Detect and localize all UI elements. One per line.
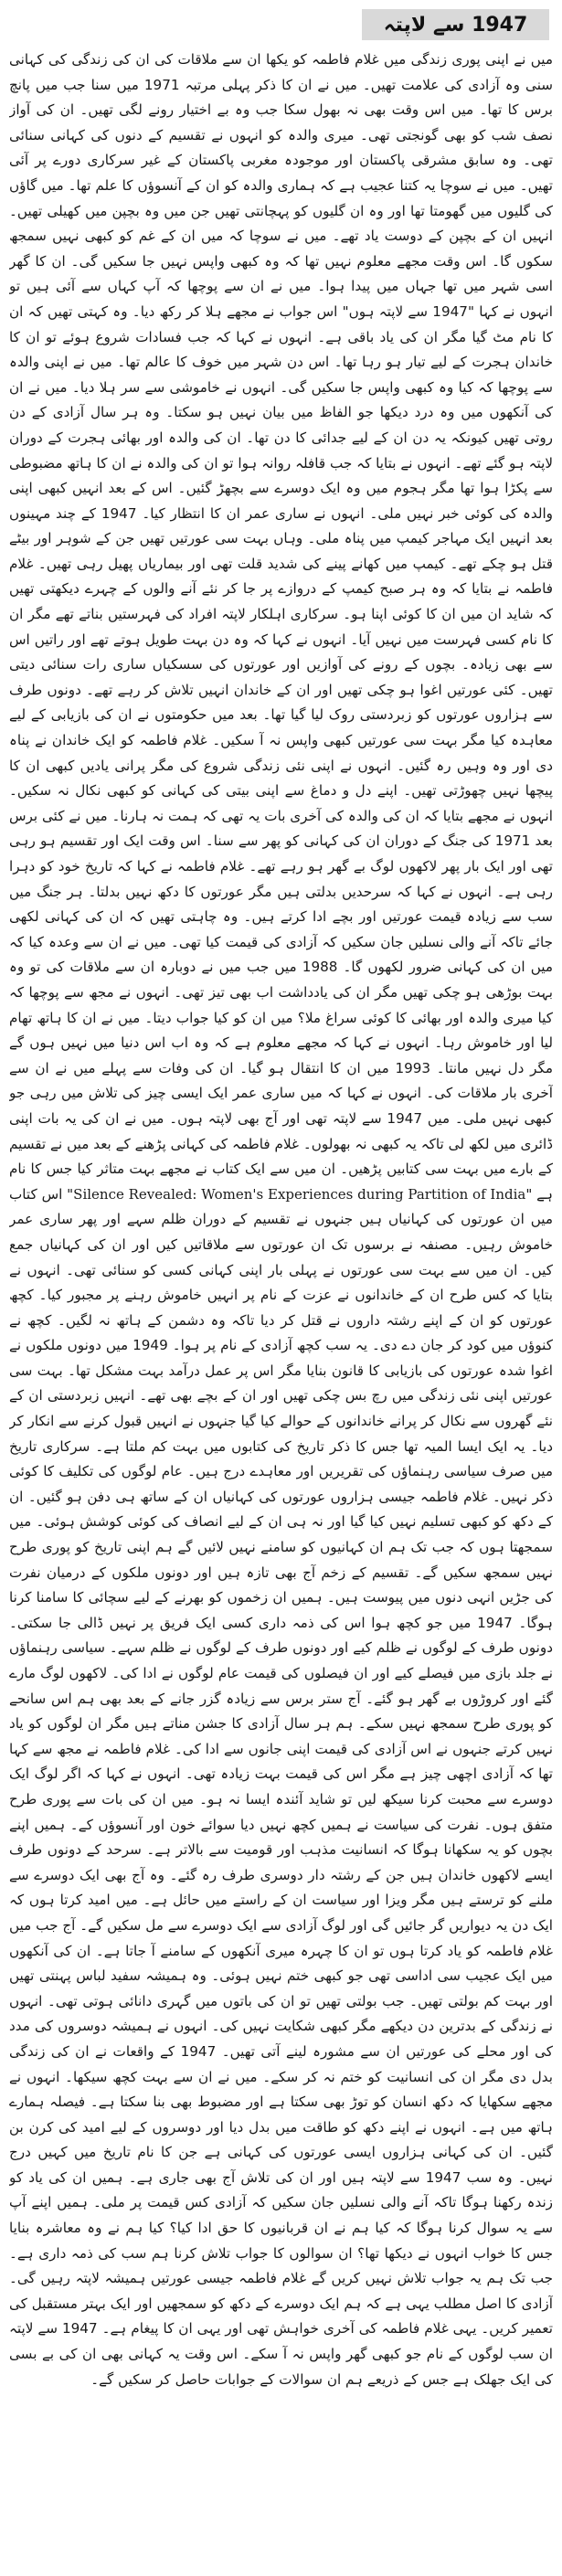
paragraph-text: اس کتاب میں ان عورتوں کی کہانیاں ہیں جنہوں نے تقسیم کے دوران ظلم سہے اور پھر ساری عمر خاموش رہیں۔ مصنفہ نے برسوں تک ان عورتوں سے ملاقاتیں کیں اور ان کی کہانیاں جمع کیں۔ ان میں سے بہت سی عورتوں نے پہلی بار اپنی کہانی کسی کو سنائی تھی۔ انہوں نے بتایا کہ کس طرح ان کے خاندانوں نے عزت کے نام پر انہیں خاموش رہنے پر مجبور کیا۔ کچھ عورتوں کو ان کے اپنے رشتہ داروں نے قتل کر دیا تاکہ وہ دشمن کے ہاتھ نہ لگیں۔ کچھ نے کنوؤں میں کود کر جان دے دی۔ یہ سب کچھ آزادی کے نام پر ہوا۔ 1949 میں دونوں ملکوں نے اغوا شدہ عورتوں کی بازیابی کا قانون بنایا مگر اس پر عمل درآمد بہت مشکل تھا۔ بہت سی عورتیں اپنی نئی زندگی میں رچ بس چکی تھیں اور ان کے بچے بھی تھے۔ انہیں زبردستی ان کے نئے گھروں سے نکال کر پرانے خاندانوں کے حوالے کیا گیا جنہوں نے انہیں قبول کرنے سے انکار کر دیا۔ یہ ایک ایسا المیہ تھا جس کا ذکر تاریخ کی کتابوں میں بہت کم ملتا ہے۔ سرکاری تاریخ میں صرف سیاسی رہنماؤں کی تقریریں اور معاہدے درج ہیں۔ عام لوگوں کی تکلیف کا کوئی ذکر نہیں۔ غلام فاطمہ جیسی ہزاروں عورتوں کی کہانیاں ان کے ساتھ ہی دفن ہو گئیں۔ ان کے دکھ کو کبھی تسلیم نہیں کیا گیا اور نہ ہی ان کے لیے انصاف کی کوئی کوشش ہوئی۔ میں سمجھتا ہوں کہ جب تک ہم ان کہانیوں کو سامنے نہیں لائیں گے ہم اپنی تاریخ کو پوری طرح نہیں سمجھ سکیں گے۔ تقسیم کے زخم آج بھی تازہ ہیں اور دونوں ملکوں کے درمیان نفرت کی جڑیں انہی دنوں میں پیوست ہیں۔ ہمیں ان زخموں کو بھرنے کے لیے سچائی کا سامنا کرنا ہوگا۔ <box>9 1185 553 1631</box>
quoted-phrase: 1947 سے لاپتہ ہوں <box>348 302 468 320</box>
paragraph-text: اپنے دل و دماغ سے اپنی بیتی کی کہانی کو کبھی نکال نہ سکیں۔ انہوں نے مجھے بتایا کہ ان کی والدہ کی آخری بات یہ تھی کہ ہمت نہ ہارنا۔ میں نے کئی برس بعد 1971 کی جنگ کے دوران ان کی کہانی کو پھر سے سنا۔ اس وقت ایک اور تقسیم ہو رہی تھی اور ایک بار پھر لاکھوں لوگ بے گھر ہو رہے تھے۔ غلام فاطمہ نے کہا کہ تاریخ خود کو دہرا رہی ہے۔ انہوں نے کہا کہ سرحدیں بدلتی ہیں مگر عورتوں کا دکھ نہیں بدلتا۔ ہر جنگ میں سب سے زیادہ قیمت عورتیں اور بچے ادا کرتے ہیں۔ وہ چاہتی تھیں کہ ان کی کہانی لکھی جائے تاکہ آنے والی نسلیں جان سکیں کہ آزادی کی قیمت کیا تھی۔ میں نے ان سے وعدہ کیا کہ میں ان کی کہانی ضرور لکھوں گا۔ 1988 میں جب میں نے دوبارہ ان سے ملاقات کی تو وہ بہت بوڑھی ہو چکی تھیں مگر ان کی یادداشت اب بھی تیز تھی۔ انہوں نے مجھ سے پوچھا کہ کیا میری والدہ اور بھائی کا کوئی سراغ ملا؟ میں ان کو کیا جواب دیتا۔ میں نے ان کا ہاتھ تھام لیا اور خاموش رہا۔ انہوں نے کہا کہ مجھے معلوم ہے کہ وہ اب اس دنیا میں نہیں ہوں گے مگر دل نہیں مانتا۔ 1993 میں ان کا انتقال ہو گیا۔ ان کی وفات سے پہلے میں نے ان سے آخری بار ملاقات کی۔ انہوں نے کہا کہ میں ساری عمر ایک ایسی چیز کی تلاش میں رہی جو کبھی نہیں ملی۔ میں 1947 سے لاپتہ تھی اور آج بھی لاپتہ ہوں۔ میں نے ان کی یہ بات اپنی ڈائری میں لکھ لی تاکہ یہ کبھی نہ بھولوں۔ <box>9 782 553 1152</box>
paragraph-text: آج جب میں غلام فاطمہ کو یاد کرتا ہوں تو ان کا چہرہ میری آنکھوں کے سامنے آ جاتا ہے۔ ان کی آنکھوں میں ایک عجیب سی اداسی تھی جو کبھی ختم نہیں ہوئی۔ وہ ہمیشہ سفید لباس پہنتی تھیں اور بہت کم بولتی تھیں۔ جب بولتی تھیں تو ان کی باتوں میں گہری دانائی ہوتی تھی۔ انہوں نے زندگی کے بدترین دن دیکھے مگر کبھی شکایت نہیں کی۔ انہوں نے ہمیشہ دوسروں کی مدد کی اور محلے کی عورتیں ان سے مشورہ لینے آتی تھیں۔ 1947 کے واقعات نے ان کی زندگی بدل دی مگر ان کی انسانیت کو ختم نہ کر سکے۔ میں نے ان سے بہت کچھ سیکھا۔ انہوں نے مجھے سکھایا کہ دکھ انسان کو توڑ بھی سکتا ہے اور مضبوط بھی بنا سکتا ہے۔ فیصلہ ہمارے ہاتھ میں ہے۔ انہوں نے اپنے دکھ کو طاقت میں بدل دیا اور دوسروں کے لیے امید کی کرن بن گئیں۔ ان کی کہانی ہزاروں ایسی عورتوں کی کہانی ہے جن کا نام تاریخ میں کہیں درج نہیں۔ وہ سب 1947 سے لاپتہ ہیں اور ان کی تلاش آج بھی جاری ہے۔ ہمیں ان کی یاد کو زندہ رکھنا ہوگا تاکہ آنے والی نسلیں جان سکیں کہ آزادی کس قیمت پر ملی۔ ہمیں اپنے آپ سے یہ سوال کرنا ہوگا کہ کیا ہم نے ان قربانیوں کا حق ادا کیا؟ کیا ہم نے وہ معاشرہ بنایا جس کا خواب انہوں نے دیکھا تھا؟ ان سوالوں کا جواب تلاش کرنا ہم سب کی ذمہ داری ہے۔ جب تک ہم یہ جواب تلاش نہیں کریں گے غلام فاطمہ جیسی عورتیں ہمیشہ لاپتہ رہیں گی۔ آزادی کا اصل مطلب یہی ہے کہ ہم ایک دوسرے کے دکھ کو سمجھیں اور ایک بہتر مستقبل کی تعمیر کریں۔ یہی غلام فاطمہ کی آخری خواہش تھی اور یہی ان کا پیغام ہے۔ 1947 سے لاپتہ ان سب لوگوں کے نام جو کبھی گھر واپس نہ آ سکے۔ اس وقت یہ کہانی بھی ان کی بے بسی کی ایک جھلک ہے جس کے ذریعے ہم ان سوالات کے جوابات حاصل کر سکیں گے۔ <box>9 1916 553 2388</box>
paragraph-text: اس جواب نے مجھے ہلا کر رکھ دیا۔ وہ کہتی تھیں کہ ان کا نام مٹ گیا مگر ان کی یاد باقی ہے۔ انہوں نے کہا کہ جب فسادات شروع ہوئے تو ان کا خاندان ہجرت کے لیے تیار ہو رہا تھا۔ اس دن شہر میں خوف کا عالم تھا۔ میں نے اپنی والدہ سے پوچھا کہ کیا وہ کبھی واپس جا سکیں گی۔ انہوں نے خاموشی سے سر ہلا دیا۔ میں نے ان کی آنکھوں میں وہ درد دیکھا جو الفاظ میں بیان نہیں ہو سکتا۔ وہ ہر سال آزادی کے دن روتی تھیں کیونکہ یہ دن ان کے لیے جدائی کا دن تھا۔ ان کی والدہ اور بھائی ہجرت کے دوران لاپتہ ہو گئے تھے۔ انہوں نے بتایا کہ جب قافلہ روانہ ہوا تو ان کی والدہ نے ان کا ہاتھ مضبوطی سے پکڑا ہوا تھا مگر ہجوم میں وہ ایک دوسرے سے بچھڑ گئیں۔ اس کے بعد انہیں کبھی اپنی والدہ کی کوئی خبر نہیں ملی۔ انہوں نے ساری عمر ان کا انتظار کیا۔ <box>9 302 553 522</box>
article-title-bar <box>362 9 549 40</box>
paragraph-text: 1947 کے چند مہینوں بعد انہیں ایک مہاجر کیمپ میں پناہ ملی۔ وہاں بہت سی عورتیں تھیں جن کے شوہر اور بیٹے قتل ہو چکے تھے۔ کیمپ میں کھانے پینے کی شدید قلت تھی اور بیماریاں پھیل رہی تھیں۔ غلام فاطمہ نے بتایا کہ وہ ہر صبح کیمپ کے دروازے پر جا کر نئے آنے والوں کے چہرے دیکھتی تھیں کہ شاید ان میں ان کا کوئی اپنا ہو۔ سرکاری اہلکار لاپتہ افراد کی فہرستیں بناتے تھے مگر ان کا نام کسی فہرست میں نہیں آیا۔ انہوں نے کہا کہ وہ دن بہت طویل ہوتے تھے اور راتیں اس سے بھی زیادہ۔ بچوں کے رونے کی آوازیں اور عورتوں کی سسکیاں ساری رات سنائی دیتی تھیں۔ کئی عورتیں اغوا ہو چکی تھیں اور ان کے خاندان انہیں تلاش کر رہے تھے۔ دونوں طرف سے ہزاروں عورتوں کو زبردستی روک لیا گیا تھا۔ بعد میں حکومتوں نے ان کی بازیابی کے لیے معاہدہ کیا مگر بہت سی عورتیں کبھی واپس نہ آ سکیں۔ غلام فاطمہ کو ایک خاندان نے پناہ دی اور وہ وہیں رہ گئیں۔ انہوں نے اپنی نئی زندگی شروع کی مگر پرانی یادیں کبھی ان کا پیچھا نہیں چھوڑتی تھیں۔ <box>9 504 553 800</box>
article-title: 1947 سے لاپتہ <box>383 13 528 37</box>
paragraph-text: میں نے اپنی پوری زندگی میں غلام فاطمہ کو یکھا ان سے ملاقات کی ان کی زندگی کی کہانی سنی وہ آزادی کی علامت تھیں۔ میں نے ان کا ذکر پہلی مرتبہ 1971 میں سنا جب میں پانچ برس کا تھا۔ میں اس وقت بھی نہ بھول سکا جب وہ بے اختیار رونے لگی تھیں۔ ان کی آواز نصف شب کو بھی گونجتی تھی۔ میری والدہ کو انہوں نے تقسیم کے دنوں کی کہانی سنائی تھی۔ وہ سابق مشرقی پاکستان اور موجودہ مغربی پاکستان کے غیر سرکاری دورے پر آئی تھیں۔ میں نے سوچا یہ کتنا عجیب ہے کہ ہماری والدہ کو ان کے آنسوؤں کا علم تھا۔ میں گاؤں کی گلیوں میں گھومتا تھا اور وہ ان گلیوں کو پہچانتی تھیں جن میں وہ بچپن میں کھیلی تھیں۔ انہیں ان کے بچپن کے دوست یاد تھے۔ میں نے سوچا کہ میں ان کے غم کو کبھی نہیں سمجھ سکوں گا۔ اس وقت مجھے معلوم نہیں تھا کہ وہ کبھی واپس نہیں جا سکیں گی۔ ان کا گھر اسی شہر میں تھا جہاں میں پیدا ہوا۔ میں نے ان سے پوچھا کہ آپ کہاں سے آئی ہیں تو انہوں نے کہا <box>9 51 553 320</box>
article-paragraph: میں نے اپنی پوری زندگی میں غلام فاطمہ کو یکھا ان سے ملاقات کی ان کی زندگی کی کہانی سنی وہ آزادی کی علامت تھیں۔ میں نے ان کا ذکر پہلی مرتبہ 1971 میں سنا جب میں پانچ برس کا تھا۔ میں اس وقت بھی نہ بھول سکا جب وہ بے اختیار رونے لگی تھیں۔ ان کی آواز نصف شب کو بھی گونجتی تھی۔ میری والدہ کو انہوں نے تقسیم کے دنوں کی کہانی سنائی تھی۔ وہ سابق مشرقی پاکستان اور موجودہ مغربی پاکستان کے غیر سرکاری دورے پر آئی تھیں۔ میں نے سوچا یہ کتنا عجیب ہے کہ ہماری والدہ کو ان کے آنسوؤں کا علم تھا۔ میں گاؤں کی گلیوں میں گھومتا تھا اور وہ ان گلیوں کو پہچانتی تھیں جن میں وہ بچپن میں کھیلی تھیں۔ انہیں ان کے بچپن کے دوست یاد تھے۔ میں نے سوچا کہ میں ان کے غم کو کبھی نہیں سمجھ سکوں گا۔ اس وقت مجھے معلوم نہیں تھا کہ وہ کبھی واپس نہیں جا سکیں گی۔ ان کا گھر اسی شہر میں تھا جہاں میں پیدا ہوا۔ میں نے ان سے پوچھا کہ آپ کہاں سے آئی ہیں تو انہوں نے کہا "1947 سے لاپتہ ہوں" اس جواب نے مجھے ہلا کر رکھ دیا۔ وہ کہتی تھیں کہ ان کا نام مٹ گیا مگر ان کی یاد باقی ہے۔ انہوں نے کہا کہ جب فسادات شروع ہوئے تو ان کا خاندان ہجرت کے لیے تیار ہو رہا تھا۔ اس دن شہر میں خوف کا عالم تھا۔ میں نے اپنی والدہ سے پوچھا کہ کیا وہ کبھی واپس جا سکیں گی۔ انہوں نے خاموشی سے سر ہلا دیا۔ میں نے ان کی آنکھوں میں وہ درد دیکھا جو الفاظ میں بیان نہیں ہو سکتا۔ وہ ہر سال آزادی کے دن روتی تھیں کیونکہ یہ دن ان کے لیے جدائی کا دن تھا۔ ان کی والدہ اور بھائی ہجرت کے دوران لاپتہ ہو گئے تھے۔ انہوں نے بتایا کہ جب قافلہ روانہ ہوا تو ان کی والدہ نے ان کا ہاتھ مضبوطی سے پکڑا ہوا تھا مگر ہجوم میں وہ ایک دوسرے سے بچھڑ گئیں۔ اس کے بعد انہیں کبھی اپنی والدہ کی کوئی خبر نہیں ملی۔ انہوں نے ساری عمر ان کا انتظار کیا۔ 1947 کے چند مہینوں بعد انہیں ایک مہاجر کیمپ میں پناہ ملی۔ وہاں بہت سی عورتیں تھیں جن کے شوہر اور بیٹے قتل ہو چکے تھے۔ کیمپ میں کھانے پینے کی شدید قلت تھی اور بیماریاں پھیل رہی تھیں۔ غلام فاطمہ نے بتایا کہ وہ ہر صبح کیمپ کے دروازے پر جا کر نئے آنے والوں کے چہرے دیکھتی تھیں کہ شاید ان میں ان کا کوئی اپنا ہو۔ سرکاری اہلکار لاپتہ افراد کی فہرستیں بناتے تھے مگر ان کا نام کسی فہرست میں نہیں آیا۔ انہوں نے کہا کہ وہ دن بہت طویل ہوتے تھے اور راتیں اس سے بھی زیادہ۔ بچوں کے رونے کی آوازیں اور عورتوں کی سسکیاں ساری رات سنائی دیتی تھیں۔ کئی عورتیں اغوا ہو چکی تھیں اور ان کے خاندان انہیں تلاش کر رہے تھے۔ دونوں طرف سے ہزاروں عورتوں کو زبردستی روک لیا گیا تھا۔ بعد میں حکومتوں نے ان کی بازیابی کے لیے معاہدہ کیا مگر بہت سی عورتیں کبھی واپس نہ آ سکیں۔ غلام فاطمہ کو ایک خاندان نے پناہ دی اور وہ وہیں رہ گئیں۔ انہوں نے اپنی نئی زندگی شروع کی مگر پرانی یادیں کبھی ان کا پیچھا نہیں چھوڑتی تھیں۔ اپنے دل و دماغ سے اپنی بیتی کی کہانی کو کبھی نکال نہ سکیں۔ انہوں نے مجھے بتایا کہ ان کی والدہ کی آخری بات یہ تھی کہ ہمت نہ ہارنا۔ میں نے کئی برس بعد 1971 کی جنگ کے دوران ان کی کہانی کو پھر سے سنا۔ اس وقت ایک اور تقسیم ہو رہی تھی اور ایک بار پھر لاکھوں لوگ بے گھر ہو رہے تھے۔ غلام فاطمہ نے کہا کہ تاریخ خود کو دہرا رہی ہے۔ انہوں نے کہا کہ سرحدیں بدلتی ہیں مگر عورتوں کا دکھ نہیں بدلتا۔ ہر جنگ میں سب سے زیادہ قیمت عورتیں اور بچے ادا کرتے ہیں۔ وہ چاہتی تھیں کہ ان کی کہانی لکھی جائے تاکہ آنے والی نسلیں جان سکیں کہ آزادی کی قیمت کیا تھی۔ میں نے ان سے وعدہ کیا کہ میں ان کی کہانی ضرور لکھوں گا۔ 1988 میں جب میں نے دوبارہ ان سے ملاقات کی تو وہ بہت بوڑھی ہو چکی تھیں مگر ان کی یادداشت اب بھی تیز تھی۔ انہوں نے مجھ سے پوچھا کہ کیا میری والدہ اور بھائی کا کوئی سراغ ملا؟ میں ان کو کیا جواب دیتا۔ میں نے ان کا ہاتھ تھام لیا اور خاموش رہا۔ انہوں نے کہا کہ مجھے معلوم ہے کہ وہ اب اس دنیا میں نہیں ہوں گے مگر دل نہیں مانتا۔ 1993 میں ان کا انتقال ہو گیا۔ ان کی وفات سے پہلے میں نے ان سے آخری بار ملاقات کی۔ انہوں نے کہا کہ میں ساری عمر ایک ایسی چیز کی تلاش میں رہی جو کبھی نہیں ملی۔ میں 1947 سے لاپتہ تھی اور آج بھی لاپتہ ہوں۔ میں نے ان کی یہ بات اپنی ڈائری میں لکھ لی تاکہ یہ کبھی نہ بھولوں۔ غلام فاطمہ کی کہانی پڑھنے کے بعد میں نے تقسیم کے بارے میں بہت سی کتابیں پڑھیں۔ ان میں سے ایک کتاب نے مجھے بہت متاثر کیا جس کا نام ہے "Silence Revealed: Women's Experiences during Partition of India" اس کتاب میں ان عورتوں کی کہانیاں ہیں جنہوں نے تقسیم کے دوران ظلم سہے اور پھر ساری عمر خاموش رہیں۔ مصنفہ نے برسوں تک ان عورتوں سے ملاقاتیں کیں اور ان کی کہانیاں جمع کیں۔ ان میں سے بہت سی عورتوں نے پہلی بار اپنی کہانی کسی کو سنائی تھی۔ انہوں نے بتایا کہ کس طرح ان کے خاندانوں نے عزت کے نام پر انہیں خاموش رہنے پر مجبور کیا۔ کچھ عورتوں کو ان کے اپنے رشتہ داروں نے قتل کر دیا تاکہ وہ دشمن کے ہاتھ نہ لگیں۔ کچھ نے کنوؤں میں کود کر جان دے دی۔ یہ سب کچھ آزادی کے نام پر ہوا۔ 1949 میں دونوں ملکوں نے اغوا شدہ عورتوں کی بازیابی کا قانون بنایا مگر اس پر عمل درآمد بہت مشکل تھا۔ بہت سی عورتیں اپنی نئی زندگی میں رچ بس چکی تھیں اور ان کے بچے بھی تھے۔ انہیں زبردستی ان کے نئے گھروں سے نکال کر پرانے خاندانوں کے حوالے کیا گیا جنہوں نے انہیں قبول کرنے سے انکار کر دیا۔ یہ ایک ایسا المیہ تھا جس کا ذکر تاریخ کی کتابوں میں بہت کم ملتا ہے۔ سرکاری تاریخ میں صرف سیاسی رہنماؤں کی تقریریں اور معاہدے درج ہیں۔ عام لوگوں کی تکلیف کا کوئی ذکر نہیں۔ غلام فاطمہ جیسی ہزاروں عورتوں کی کہانیاں ان کے ساتھ ہی دفن ہو گئیں۔ ان کے دکھ کو کبھی تسلیم نہیں کیا گیا اور نہ ہی ان کے لیے انصاف کی کوئی کوشش ہوئی۔ میں سمجھتا ہوں کہ جب تک ہم ان کہانیوں کو سامنے نہیں لائیں گے ہم اپنی تاریخ کو پوری طرح نہیں سمجھ سکیں گے۔ تقسیم کے زخم آج بھی تازہ ہیں اور دونوں ملکوں کے درمیان نفرت کی جڑیں انہی دنوں میں پیوست ہیں۔ ہمیں ان زخموں کو بھرنے کے لیے سچائی کا سامنا کرنا ہوگا۔ 1947 میں جو کچھ ہوا اس کی ذمہ داری کسی ایک فریق پر نہیں ڈالی جا سکتی۔ دونوں طرف کے لوگوں نے ظلم کیے اور دونوں طرف کے لوگوں نے ظلم سہے۔ سیاسی رہنماؤں نے جلد بازی میں فیصلے کیے اور ان فیصلوں کی قیمت عام لوگوں نے ادا کی۔ لاکھوں لوگ مارے گئے اور کروڑوں بے گھر ہو گئے۔ آج ستر برس سے زیادہ گزر جانے کے بعد بھی ہم اس سانحے کو پوری طرح سمجھ نہیں سکے۔ ہم ہر سال آزادی کا جشن مناتے ہیں مگر ان لوگوں کو یاد نہیں کرتے جنہوں نے اس آزادی کی قیمت اپنی جانوں سے ادا کی۔ غلام فاطمہ نے مجھ سے کہا تھا کہ آزادی اچھی چیز ہے مگر اس کی قیمت بہت زیادہ تھی۔ انہوں نے کہا کہ اگر لوگ ایک دوسرے سے محبت کرنا سیکھ لیں تو شاید آئندہ ایسا نہ ہو۔ میں ان کی بات سے پوری طرح متفق ہوں۔ نفرت کی سیاست نے ہمیں کچھ نہیں دیا سوائے خون اور آنسوؤں کے۔ ہمیں اپنے بچوں کو یہ سکھانا ہوگا کہ انسانیت مذہب اور قومیت سے بالاتر ہے۔ سرحد کے دونوں طرف ایسے لاکھوں خاندان ہیں جن کے رشتہ دار دوسری طرف رہ گئے۔ وہ آج بھی ایک دوسرے سے ملنے کو ترستے ہیں مگر ویزا اور سیاست ان کے راستے میں حائل ہے۔ میں امید کرتا ہوں کہ ایک دن یہ دیواریں گر جائیں گی اور لوگ آزادی سے ایک دوسرے سے مل سکیں گے۔ آج جب میں غلام فاطمہ کو یاد کرتا ہوں تو ان کا چہرہ میری آنکھوں کے سامنے آ جاتا ہے۔ ان کی آنکھوں میں ایک عجیب سی اداسی تھی جو کبھی ختم نہیں ہوئی۔ وہ ہمیشہ سفید لباس پہنتی تھیں اور بہت کم بولتی تھیں۔ جب بولتی تھیں تو ان کی باتوں میں گہری دانائی ہوتی تھی۔ انہوں نے زندگی کے بدترین دن دیکھے مگر کبھی شکایت نہیں کی۔ انہوں نے ہمیشہ دوسروں کی مدد کی اور محلے کی عورتیں ان سے مشورہ لینے آتی تھیں۔ 1947 کے واقعات نے ان کی زندگی بدل دی مگر ان کی انسانیت کو ختم نہ کر سکے۔ میں نے ان سے بہت کچھ سیکھا۔ انہوں نے مجھے سکھایا کہ دکھ انسان کو توڑ بھی سکتا ہے اور مضبوط بھی بنا سکتا ہے۔ فیصلہ ہمارے ہاتھ میں ہے۔ انہوں نے اپنے دکھ کو طاقت میں بدل دیا اور دوسروں کے لیے امید کی کرن بن گئیں۔ ان کی کہانی ہزاروں ایسی عورتوں کی کہانی ہے جن کا نام تاریخ میں کہیں درج نہیں۔ وہ سب 1947 سے لاپتہ ہیں اور ان کی تلاش آج بھی جاری ہے۔ ہمیں ان کی یاد کو زندہ رکھنا ہوگا تاکہ آنے والی نسلیں جان سکیں کہ آزادی کس قیمت پر ملی۔ ہمیں اپنے آپ سے یہ سوال کرنا ہوگا کہ کیا ہم نے ان قربانیوں کا حق ادا کیا؟ کیا ہم نے وہ معاشرہ بنایا جس کا خواب انہوں نے دیکھا تھا؟ ان سوالوں کا جواب تلاش کرنا ہم سب کی ذمہ داری ہے۔ جب تک ہم یہ جواب تلاش نہیں کریں گے غلام فاطمہ جیسی عورتیں ہمیشہ لاپتہ رہیں گی۔ آزادی کا اصل مطلب یہی ہے کہ ہم ایک دوسرے کے دکھ کو سمجھیں اور ایک بہتر مستقبل کی تعمیر کریں۔ یہی غلام فاطمہ کی آخری خواہش تھی اور یہی ان کا پیغام ہے۔ 1947 سے لاپتہ ان سب لوگوں کے نام جو کبھی گھر واپس نہ آ سکے۔ اس وقت یہ کہانی بھی ان کی بے بسی کی ایک جھلک ہے جس کے ذریعے ہم ان سوالات کے جوابات حاصل کر سکیں گے۔ <box>9 51 553 2388</box>
paragraph-text: 1947 میں جو کچھ ہوا اس کی ذمہ داری کسی ایک فریق پر نہیں ڈالی جا سکتی۔ دونوں طرف کے لوگوں نے ظلم کیے اور دونوں طرف کے لوگوں نے ظلم سہے۔ سیاسی رہنماؤں نے جلد بازی میں فیصلے کیے اور ان فیصلوں کی قیمت عام لوگوں نے ادا کی۔ لاکھوں لوگ مارے گئے اور کروڑوں بے گھر ہو گئے۔ آج ستر برس سے زیادہ گزر جانے کے بعد بھی ہم اس سانحے کو پوری طرح سمجھ نہیں سکے۔ ہم ہر سال آزادی کا جشن مناتے ہیں مگر ان لوگوں کو یاد نہیں کرتے جنہوں نے اس آزادی کی قیمت اپنی جانوں سے ادا کی۔ غلام فاطمہ نے مجھ سے کہا تھا کہ آزادی اچھی چیز ہے مگر اس کی قیمت بہت زیادہ تھی۔ انہوں نے کہا کہ اگر لوگ ایک دوسرے سے محبت کرنا سیکھ لیں تو شاید آئندہ ایسا نہ ہو۔ میں ان کی بات سے پوری طرح متفق ہوں۔ نفرت کی سیاست نے ہمیں کچھ نہیں دیا سوائے خون اور آنسوؤں کے۔ ہمیں اپنے بچوں کو یہ سکھانا ہوگا کہ انسانیت مذہب اور قومیت سے بالاتر ہے۔ سرحد کے دونوں طرف ایسے لاکھوں خاندان ہیں جن کے رشتہ دار دوسری طرف رہ گئے۔ وہ آج بھی ایک دوسرے سے ملنے کو ترستے ہیں مگر ویزا اور سیاست ان کے راستے میں حائل ہے۔ میں امید کرتا ہوں کہ ایک دن یہ دیواریں گر جائیں گی اور لوگ آزادی سے ایک دوسرے سے مل سکیں گے۔ <box>9 1614 553 1934</box>
article-body <box>9 48 553 2570</box>
book-title: Silence Revealed: Women's Experiences during Partition of India <box>73 1185 526 1203</box>
paragraph-text: غلام فاطمہ کی کہانی پڑھنے کے بعد میں نے تقسیم کے بارے میں بہت سی کتابیں پڑھیں۔ ان میں سے ایک کتاب نے مجھے بہت متاثر کیا جس کا نام ہے <box>9 1135 553 1203</box>
